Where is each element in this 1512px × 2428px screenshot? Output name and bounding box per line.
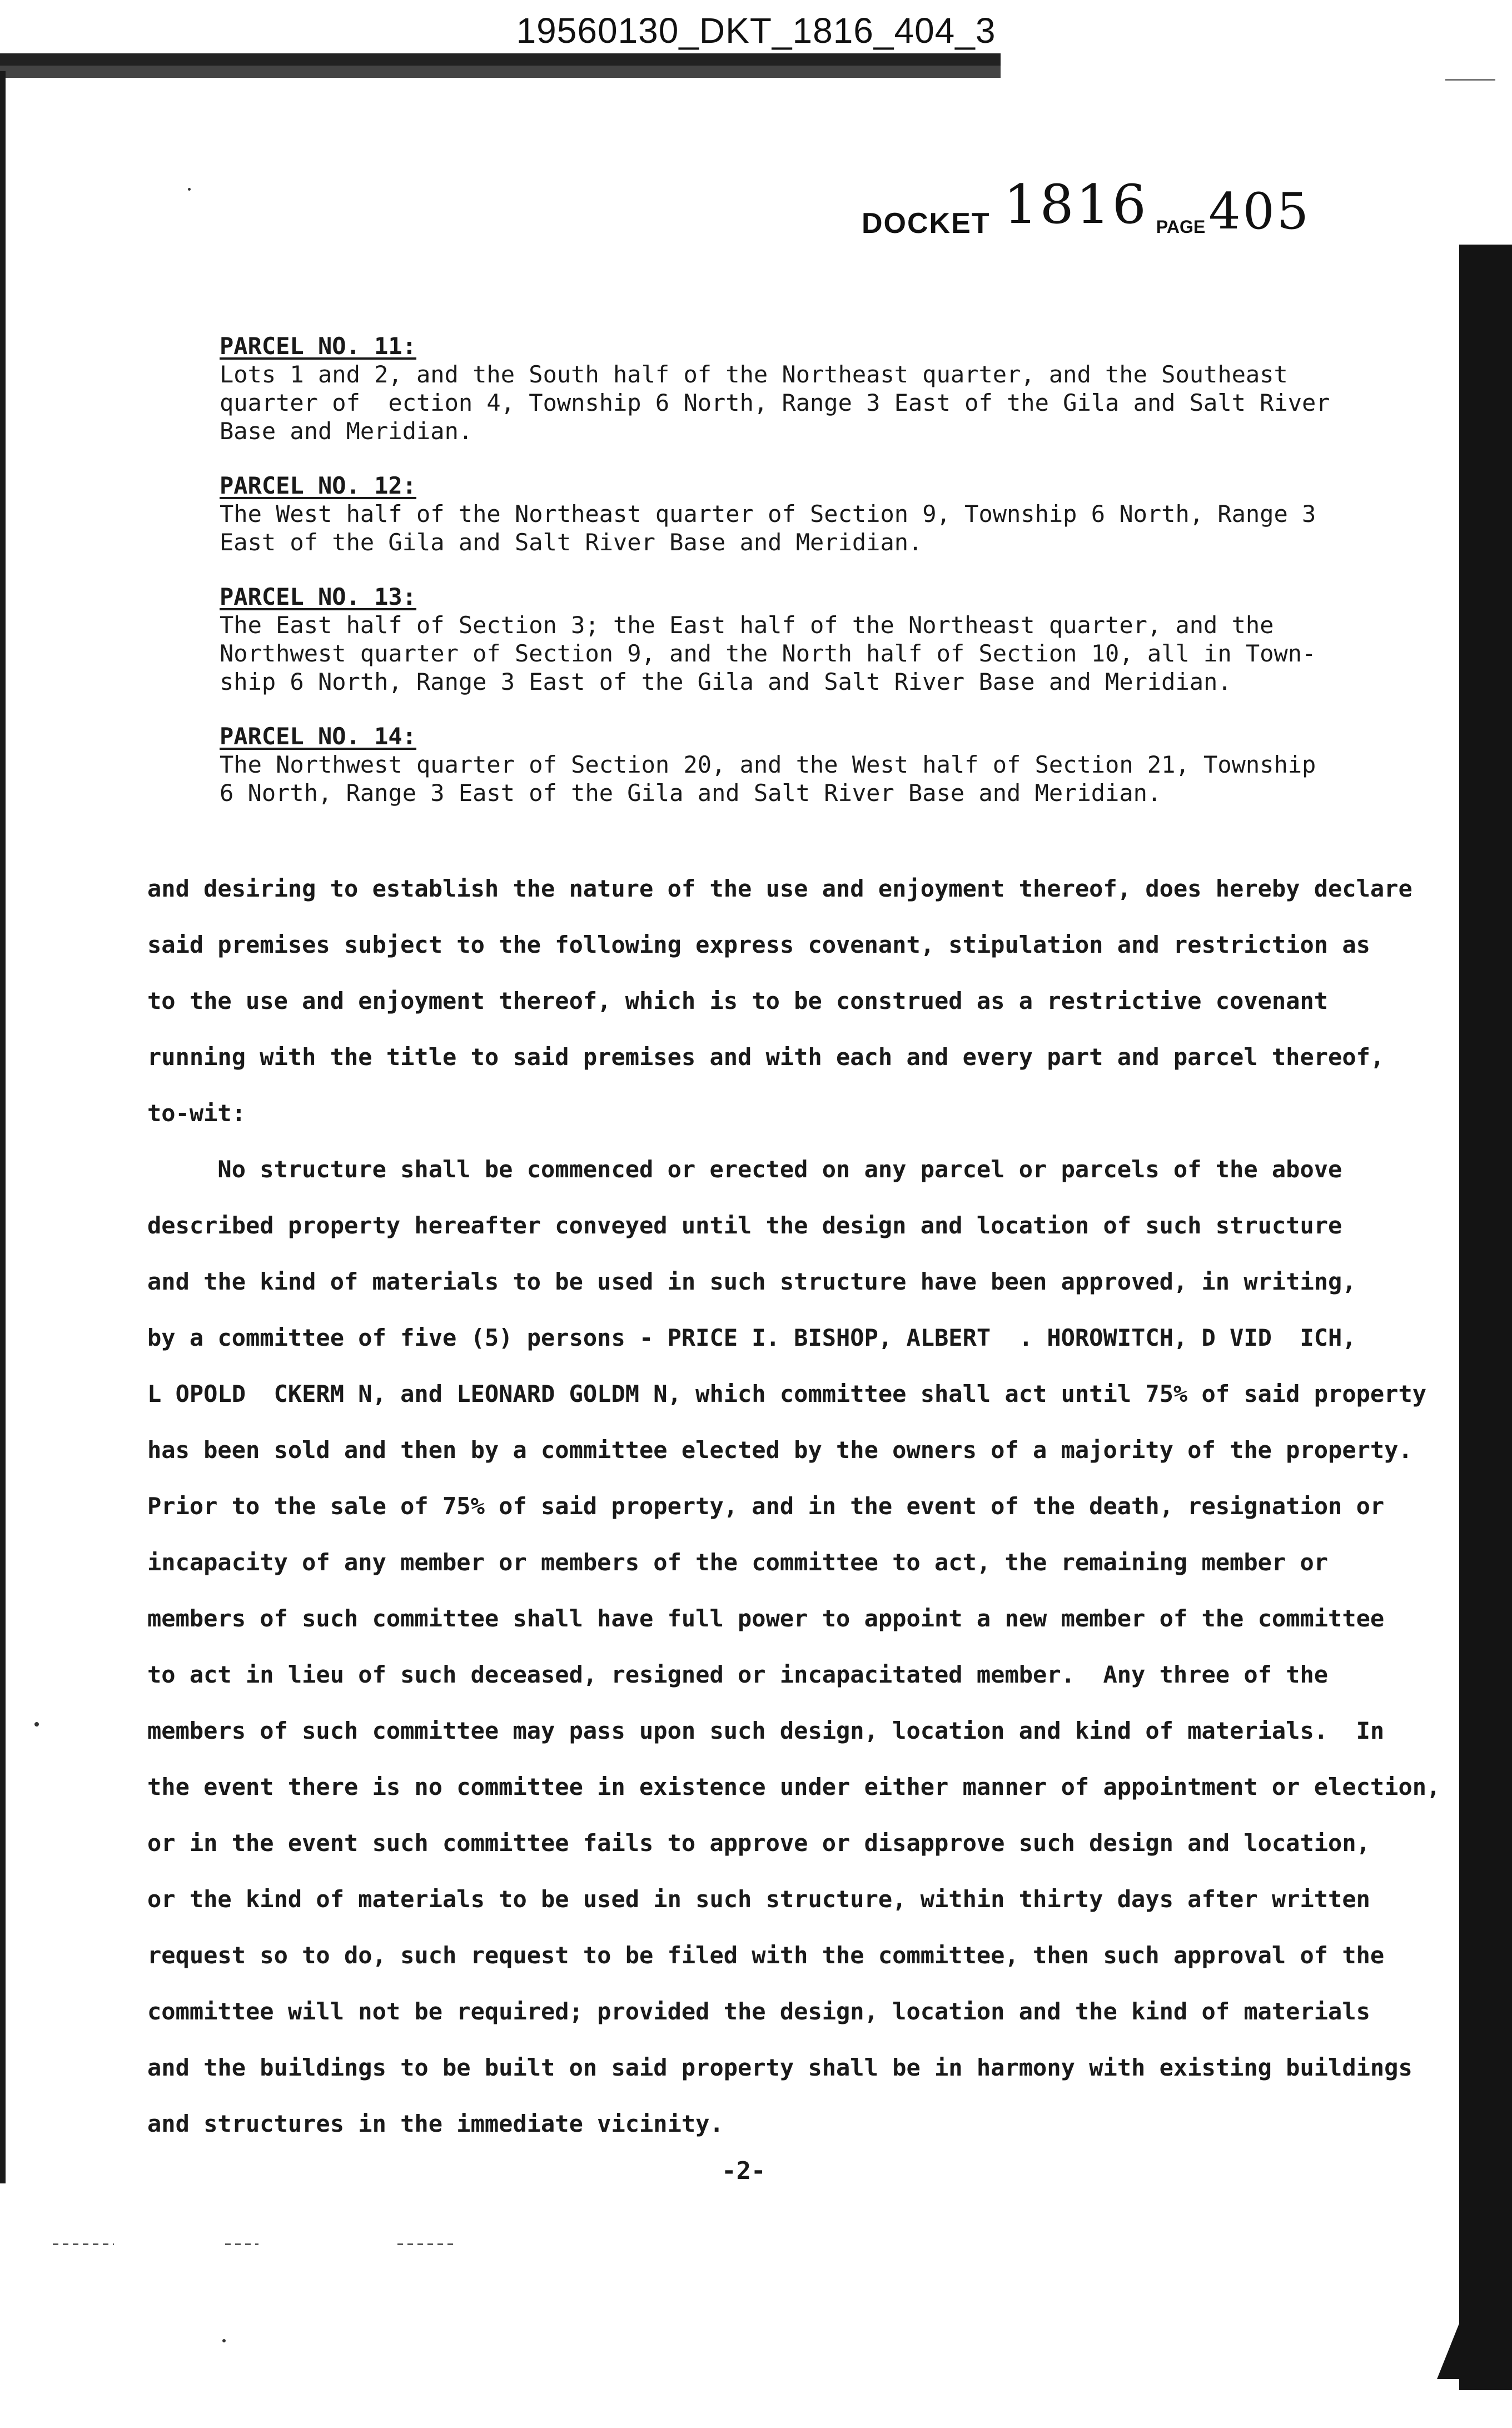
scan-artifact-dash xyxy=(53,2243,114,2245)
body-line: L OPOLD CKERM N, and LEONARD GOLDM N, which committee shall act until 75% of said property xyxy=(147,1380,1427,1407)
parcel-14 xyxy=(220,723,1331,807)
body-line: described property hereafter conveyed until the design and location of such structure xyxy=(147,1212,1342,1239)
body-line: and structures in the immediate vicinity. xyxy=(147,2110,724,2137)
parcel-11 xyxy=(220,332,1331,445)
parcel-13 xyxy=(220,583,1331,696)
docket-page-number: 405 xyxy=(1208,182,1311,241)
parcel-12 xyxy=(220,472,1331,556)
page-number: -2- xyxy=(722,2157,766,2185)
body-line: committee will not be required; provided the design, location and the kind of materials xyxy=(147,1998,1370,2025)
body-line: and the kind of materials to be used in such structure have been approved, in writing, xyxy=(147,1268,1356,1295)
scan-right-border-corner xyxy=(1437,2323,1459,2379)
body-line: by a committee of five (5) persons - PRICE I. BISHOP, ALBERT . HOROWITCH, D VID ICH, xyxy=(147,1324,1356,1351)
body-line: and the buildings to be built on said property shall be in harmony with existing buildings xyxy=(147,2054,1412,2081)
body-line: said premises subject to the following express covenant, stipulation and restriction as xyxy=(147,931,1370,958)
scan-artifact-dash xyxy=(225,2243,258,2245)
document-id-header: 19560130_DKT_1816_404_3 xyxy=(516,11,996,51)
docket-label: DOCKET xyxy=(862,207,991,240)
body-line: the event there is no committee in existence under either manner of appointment or election, xyxy=(147,1773,1441,1800)
parcel-line: East of the Gila and Salt River Base and Meridian. xyxy=(220,529,923,556)
docket-number: 1816 xyxy=(1003,173,1148,236)
parcel-title: PARCEL NO. 12: xyxy=(220,472,417,499)
parcel-line: The East half of Section 3; the East half of the Northeast quarter, and the xyxy=(220,611,1274,639)
covenant-body xyxy=(147,860,1481,2152)
parcel-line: Base and Meridian. xyxy=(220,417,473,445)
body-line: or the kind of materials to be used in such structure, within thirty days after written xyxy=(147,1885,1370,1913)
parcel-line: The Northwest quarter of Section 20, and the West half of Section 21, Township xyxy=(220,751,1316,778)
parcel-line: Northwest quarter of Section 9, and the North half of Section 10, all in Town- xyxy=(220,640,1316,667)
body-line: and desiring to establish the nature of the use and enjoyment thereof, does hereby declare xyxy=(147,875,1412,902)
parcel-line: The West half of the Northeast quarter of Section 9, Township 6 North, Range 3 xyxy=(220,500,1316,528)
scan-artifact-dash xyxy=(397,2243,453,2245)
docket-stamp xyxy=(862,173,1311,246)
scan-artifact-dot xyxy=(34,1722,39,1727)
parcel-line: quarter of ection 4, Township 6 North, Range 3 East of the Gila and Salt River xyxy=(220,389,1330,416)
parcel-title: PARCEL NO. 11: xyxy=(220,332,417,360)
parcel-line: Lots 1 and 2, and the South half of the Northeast quarter, and the Southeast xyxy=(220,361,1288,388)
body-line: No structure shall be commenced or erected on any parcel or parcels of the above xyxy=(147,1156,1342,1183)
scan-artifact-dot xyxy=(222,2339,226,2342)
body-line: members of such committee may pass upon such design, location and kind of materials. In xyxy=(147,1717,1385,1744)
body-line: to the use and enjoyment thereof, which is to be construed as a restrictive covenant xyxy=(147,987,1329,1014)
body-line: to act in lieu of such deceased, resigned or incapacitated member. Any three of the xyxy=(147,1661,1329,1688)
body-line: members of such committee shall have full power to appoint a new member of the committee xyxy=(147,1605,1385,1632)
scan-artifact-dot xyxy=(188,188,191,191)
scan-left-border xyxy=(0,71,6,2183)
body-line: Prior to the sale of 75% of said property, and in the event of the death, resignation or xyxy=(147,1492,1385,1520)
body-line: has been sold and then by a committee elected by the owners of a majority of the property. xyxy=(147,1436,1412,1464)
parcel-title: PARCEL NO. 13: xyxy=(220,583,417,610)
docket-page-label: PAGE xyxy=(1156,217,1206,237)
parcel-line: 6 North, Range 3 East of the Gila and Salt River Base and Meridian. xyxy=(220,779,1162,807)
body-line: or in the event such committee fails to approve or disapprove such design and location, xyxy=(147,1829,1370,1857)
scan-top-right-mark xyxy=(1445,79,1495,81)
body-line: request so to do, such request to be filed with the committee, then such approval of the xyxy=(147,1942,1385,1969)
parcel-descriptions xyxy=(220,332,1331,834)
body-line: to-wit: xyxy=(147,1099,246,1127)
parcel-line: ship 6 North, Range 3 East of the Gila and Salt River Base and Meridian. xyxy=(220,668,1232,695)
scan-top-border xyxy=(0,53,1001,78)
parcel-title: PARCEL NO. 14: xyxy=(220,723,417,750)
body-line: incapacity of any member or members of the committee to act, the remaining member or xyxy=(147,1549,1329,1576)
body-line: running with the title to said premises and with each and every part and parcel thereof, xyxy=(147,1043,1385,1071)
